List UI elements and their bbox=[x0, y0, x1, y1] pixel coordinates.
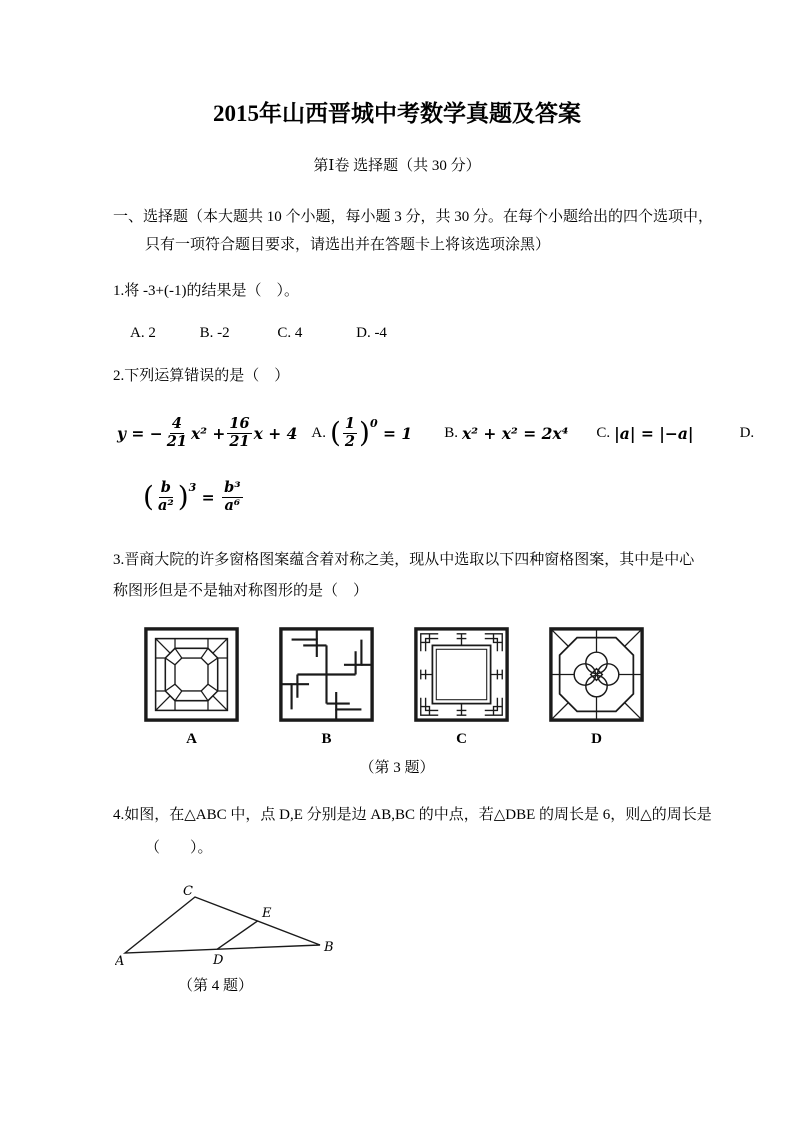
formula-fragment: |a| = |−a| bbox=[614, 423, 694, 443]
q2-polynomial-formula bbox=[117, 416, 297, 450]
question-3-stem-line2: 称图形但是不是轴对称图形的是（ ） bbox=[113, 583, 369, 599]
formula-fragment: x + 4 bbox=[253, 423, 298, 443]
q2-option-a-label: A. bbox=[311, 424, 326, 441]
window-pattern-c bbox=[413, 626, 510, 748]
fraction-denominator: 21 bbox=[166, 432, 187, 450]
window-pattern-b-figure bbox=[278, 626, 375, 723]
q2-option-b-expression bbox=[462, 424, 568, 443]
fraction bbox=[165, 416, 189, 450]
window-pattern-b bbox=[278, 626, 375, 748]
vertex-label-c: C bbox=[183, 885, 193, 899]
q2-option-c-expression bbox=[614, 424, 693, 443]
left-paren: ( bbox=[329, 416, 341, 449]
q1-option-a: A. 2 bbox=[130, 325, 156, 341]
exponent: 3 bbox=[188, 480, 197, 494]
question-2-formula-row bbox=[117, 404, 754, 462]
q2-option-b-label: B. bbox=[444, 424, 458, 441]
fraction-denominator: 21 bbox=[229, 432, 250, 450]
q2-option-d-expression-row bbox=[143, 468, 245, 526]
window-pattern-d-figure bbox=[548, 626, 645, 723]
question-3-stem-line1: 3.晋商大院的许多窗格图案蕴含着对称之美，现从中选取以下四种窗格图案，其中是中心 bbox=[113, 552, 695, 568]
question-4-figure bbox=[115, 885, 335, 971]
formula-fragment: y = − bbox=[117, 423, 163, 443]
fraction-denominator: 2 bbox=[344, 432, 356, 450]
question-4-stem-line2: （ ）。 bbox=[145, 840, 213, 856]
window-pattern-a bbox=[143, 626, 240, 748]
pattern-label-b: B bbox=[321, 731, 332, 747]
fraction bbox=[156, 480, 176, 514]
right-paren: ) bbox=[359, 416, 370, 449]
question-1-options bbox=[130, 325, 387, 342]
fraction-denominator: a² bbox=[157, 496, 174, 514]
q1-option-d: D. -4 bbox=[356, 325, 387, 341]
q1-option-c: C. 4 bbox=[277, 325, 303, 341]
window-pattern-a-figure bbox=[143, 626, 240, 723]
fraction bbox=[227, 416, 251, 450]
figure-3-caption: （第 3 题） bbox=[359, 760, 435, 776]
fraction-numerator: 1 bbox=[344, 414, 356, 432]
triangle-figure bbox=[115, 885, 335, 971]
pattern-label-d: D bbox=[591, 731, 602, 747]
vertex-label-e: E bbox=[262, 906, 272, 921]
question-3-figures bbox=[113, 626, 713, 748]
formula-fragment: x² + bbox=[190, 423, 226, 443]
fraction bbox=[222, 480, 243, 514]
fraction-numerator: 4 bbox=[171, 414, 182, 432]
fraction-numerator: 16 bbox=[229, 414, 250, 432]
formula-fragment: = 1 bbox=[377, 423, 413, 443]
formula-fragment: = bbox=[196, 487, 221, 507]
pattern-label-a: A bbox=[186, 731, 197, 747]
q2-option-a-expression bbox=[330, 416, 412, 450]
q1-option-b: B. -2 bbox=[199, 325, 230, 341]
q2-option-d-expression bbox=[143, 480, 245, 514]
vertex-label-a: A bbox=[115, 954, 125, 969]
pattern-label-c: C bbox=[456, 731, 467, 747]
right-paren: ) bbox=[177, 480, 189, 513]
fraction-numerator: b³ bbox=[224, 478, 241, 496]
window-pattern-c-figure bbox=[413, 626, 510, 723]
page-subtitle: 第Ⅰ卷 选择题（共 30 分） bbox=[313, 158, 481, 174]
vertex-label-b: B bbox=[324, 940, 334, 955]
question-2-stem: 2.下列运算错误的是（ ） bbox=[113, 368, 290, 384]
left-paren: ( bbox=[143, 480, 154, 513]
question-4-stem-line1: 4.如图，在△ABC 中，点 D,E 分别是边 AB,BC 的中点，若△DBE 的周长是 6，则△的周长是 bbox=[113, 807, 712, 823]
section-heading-line1: 一、选择题（本大题共 10 个小题，每小题 3 分，共 30 分。在每个小题给出的四个选项中， bbox=[113, 209, 714, 225]
exponent: 0 bbox=[369, 416, 378, 430]
section-heading-line2: 只有一项符合题目要求，请选出并在答题卡上将该选项涂黑） bbox=[145, 237, 551, 253]
q2-option-c-label: C. bbox=[596, 424, 611, 441]
fraction-denominator: a⁶ bbox=[224, 496, 241, 514]
q2-option-d-label: D. bbox=[739, 424, 755, 441]
figure-4-caption: （第 4 题） bbox=[178, 978, 254, 994]
fraction-numerator: b bbox=[160, 478, 171, 496]
question-1-stem: 1.将 -3+(-1)的结果是（ ）。 bbox=[113, 283, 299, 299]
vertex-label-d: D bbox=[213, 953, 224, 968]
window-pattern-d bbox=[548, 626, 645, 748]
formula-fragment: x² + x² = 2x⁴ bbox=[461, 423, 569, 443]
fraction bbox=[343, 416, 357, 450]
page-title: 2015年山西晋城中考数学真题及答案 bbox=[213, 101, 581, 126]
